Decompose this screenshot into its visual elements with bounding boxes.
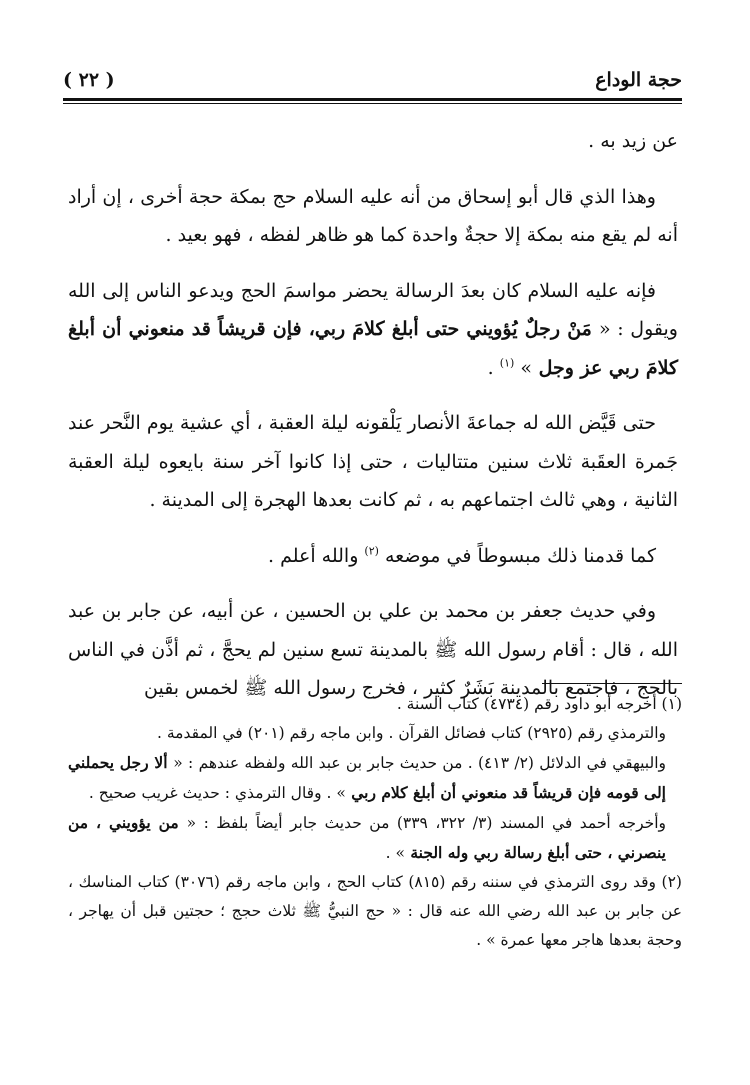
footnotes: [68, 690, 682, 955]
paragraph-5: كما قدمنا ذلك مبسوطاً في موضعه $^{(٢)}$ والله أعلم .: [267, 544, 656, 567]
header-title: حجة الوداع: [595, 69, 682, 91]
footnote-2: (٢) وقد روى الترمذي في سننه رقم (٨١٥) كتاب الحج ، وابن ماجه رقم (٣٠٧٦) كتاب المناسك ، عن جابر بن عبد الله رضي الله عنه قال : « حج النبيُّ ﷺ ثلاث حجج ؛ حجتين قبل أن يهاجر ، وحجة بعدها هاجر معها عمرة » .: [68, 873, 682, 949]
main-text: [68, 122, 678, 725]
page-number: ( ٢٢ ): [63, 69, 115, 91]
paragraph-1: عن زيد به .: [588, 130, 678, 152]
footnote-1-line-1: (١) أخرجه أبو داود رقم (٤٧٣٤) كتاب السنة .: [396, 695, 682, 713]
footnote-1-line-3: والبيهقي في الدلائل (٢/ ٤١٣) . من حديث جابر بن عبد الله ولفظه عندهم : « ألا رجل يحملني إلى قومه فإن قريشاً قد منعوني أن أبلغ كلام ربي » . وقال الترمذي : حديث غريب صحيح .: [68, 753, 666, 802]
paragraph-3: فإنه عليه السلام كان بعدَ الرسالة يحضر مواسمَ الحج ويدعو الناس إلى الله ويقول : « مَنْ رجلٌ يُؤويني حتى أبلغ كلامَ ربي، فإن قريشاً قد منعوني أن أبلغ كلامَ ربي عز وجل » $^{(١)}$ .: [68, 279, 678, 379]
header-rule: [63, 98, 682, 104]
footnote-1-line-2: والترمذي رقم (٢٩٢٥) كتاب فضائل القرآن . وابن ماجه رقم (٢٠١) في المقدمة .: [157, 724, 666, 742]
paragraph-2: وهذا الذي قال أبو إسحاق من أنه عليه السلام حج بمكة حجة أخرى ، إن أراد أنه لم يقع منه بمكة إلا حجةٌ واحدة كما هو ظاهر لفظه ، فهو بعيد .: [68, 185, 678, 246]
quoted-hadith: مَنْ رجلٌ يُؤويني حتى أبلغ كلامَ ربي، فإن قريشاً قد منعوني أن أبلغ كلامَ ربي عز وجل: [68, 318, 678, 379]
footnote-separator: [542, 683, 682, 684]
footnote-ref-1: (١): [499, 356, 515, 370]
footnote-ref-2: (٢): [364, 544, 379, 558]
footnote-1-line-4: وأخرجه أحمد في المسند (٣/ ٣٢٢، ٣٣٩) من حديث جابر أيضاً بلفظ : « من يؤويني ، من ينصرني ، حتى أبلغ رسالة ربي وله الجنة » .: [68, 813, 666, 862]
paragraph-4: حتى قَيَّض الله له جماعةَ الأنصار يَلْقونه ليلة العقبة ، أي عشية يوم النَّحر عند جَمرة العقَبة ثلاث سنين متتاليات ، حتى إذا كانوا آخر سنة بايعوه ليلة العقبة الثانية ، وهي ثالث اجتماعهم به ، ثم كانت بعدها الهجرة إلى المدينة .: [68, 412, 678, 511]
running-header: [63, 64, 682, 96]
paragraph-6: وفي حديث جعفر بن محمد بن علي بن الحسين ، عن أبيه، عن جابر بن عبد الله ، قال : أقام رسول الله ﷺ بالمدينة تسع سنين لم يحجَّ ، ثم أذَّن في الناس بالحج ، فاجتمع بالمدينة بَشَرٌ كثير ، فخرج رسول الله ﷺ لخمس بقين: [68, 600, 678, 699]
